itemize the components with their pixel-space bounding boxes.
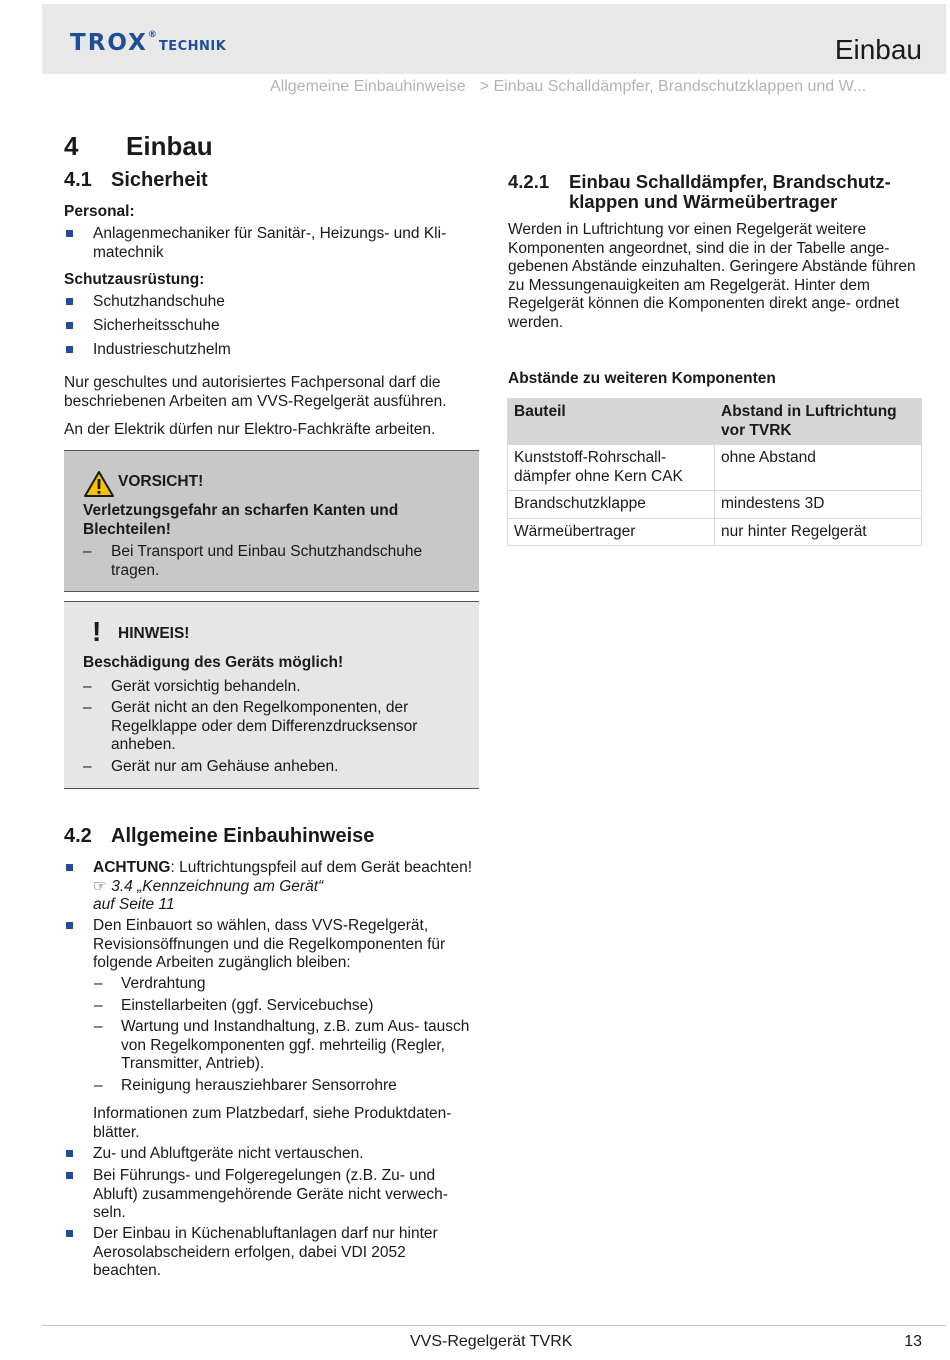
chapter-heading: 4 Einbau bbox=[64, 131, 213, 161]
cross-reference-link[interactable]: 3.4 „Kennzeichnung am Gerät“ bbox=[111, 877, 324, 895]
table-cell: Kunststoff-Rohrschall- dämpfer ohne Kern CAK bbox=[508, 445, 715, 491]
equipment-label: Schutzausrüstung: bbox=[64, 271, 205, 288]
exclamation-icon: ! bbox=[92, 616, 102, 647]
footer-document-title: VVS-Regelgerät TVRK bbox=[410, 1333, 573, 1350]
header-chapter-title: Einbau bbox=[834, 34, 922, 65]
hint-title: Beschädigung des Geräts möglich! bbox=[83, 654, 344, 671]
bullet-square-icon bbox=[66, 230, 73, 237]
table-row bbox=[508, 518, 922, 546]
table-cell: ohne Abstand bbox=[715, 445, 922, 491]
table-caption: Abstände zu weiteren Komponenten bbox=[508, 370, 776, 387]
bullet-square-icon bbox=[66, 1230, 73, 1237]
table-row bbox=[508, 491, 922, 519]
bullet-square-icon bbox=[66, 1172, 73, 1179]
warning-signal-word: VORSICHT! bbox=[118, 473, 204, 490]
section-heading-general: 4.2 Allgemeine Einbauhinweise bbox=[64, 825, 375, 847]
bullet-square-icon bbox=[66, 864, 73, 871]
section-heading-safety: 4.1 Sicherheit bbox=[64, 169, 208, 191]
table-cell: nur hinter Regelgerät bbox=[715, 518, 922, 546]
breadcrumb bbox=[270, 78, 880, 96]
table-cell: mindestens 3D bbox=[715, 491, 922, 519]
page-header bbox=[42, 4, 946, 74]
hint-signal-word: HINWEIS! bbox=[118, 625, 190, 642]
breadcrumb-item[interactable]: Allgemeine Einbauhinweise bbox=[270, 78, 466, 95]
safety-paragraph: An der Elektrik dürfen nur Elektro-Fachkräfte arbeiten. bbox=[64, 421, 436, 438]
cross-reference-page-link[interactable]: auf Seite 11 bbox=[93, 896, 175, 913]
table-cell: Brandschutzklappe bbox=[508, 491, 715, 519]
bullet-square-icon bbox=[66, 922, 73, 929]
bullet-square-icon bbox=[66, 346, 73, 353]
page-number: 13 bbox=[904, 1333, 922, 1350]
silencer-paragraph: Werden in Luftrichtung vor einen Regelgerät weitere Komponenten angeordnet, sind die in der Tabelle ange- gebenen Abstände einzuhalten. Geringere Abstände führen zu Messungenauigkeiten am Regelgerät. Hinter dem Regelgerät können die Komponenten direkt ange- ordnet werden. bbox=[508, 221, 916, 331]
bullet-square-icon bbox=[66, 1150, 73, 1157]
table-cell: Wärmeübertrager bbox=[508, 518, 715, 546]
trox-logo: TROX®TECHNIK bbox=[70, 30, 227, 56]
warning-triangle-icon bbox=[83, 470, 115, 498]
table-header-cell: Abstand in Luftrichtung vor TVRK bbox=[715, 399, 922, 445]
personal-label: Personal: bbox=[64, 203, 135, 220]
warning-box: VORSICHT! Verletzungsgefahr an scharfen Kanten und Blechteilen! – Bei Transport und Einbau Schutzhandschuhe tragen. bbox=[64, 450, 479, 592]
table-row bbox=[508, 445, 922, 491]
table-header-cell: Bauteil bbox=[508, 399, 715, 445]
table-header-row bbox=[508, 399, 922, 445]
distance-table bbox=[507, 398, 922, 546]
safety-paragraph: Nur geschultes und autorisiertes Fachpersonal darf die beschriebenen Arbeiten am VVS-Regelgerät ausführen. bbox=[64, 374, 447, 410]
footer-divider bbox=[42, 1325, 946, 1326]
bullet-square-icon bbox=[66, 322, 73, 329]
warning-title: Verletzungsgefahr an scharfen Kanten und Blechteilen! bbox=[83, 502, 399, 538]
space-requirements-note: Informationen zum Platzbedarf, siehe Produktdaten- blätter. bbox=[93, 1105, 452, 1141]
breadcrumb-item[interactable]: > Einbau Schalldämpfer, Brandschutzklappen und W... bbox=[479, 78, 867, 95]
bullet-square-icon bbox=[66, 298, 73, 305]
reference-arrow-icon: ☞ bbox=[93, 877, 107, 895]
hint-box: ! HINWEIS! Beschädigung des Geräts möglich! – Gerät vorsichtig behandeln. – Gerät nicht an den Regelkomponenten, der Regelklappe oder dem Differenzdrucksensor anheben. – Gerät nur am Gehäuse anheben. bbox=[64, 601, 479, 789]
